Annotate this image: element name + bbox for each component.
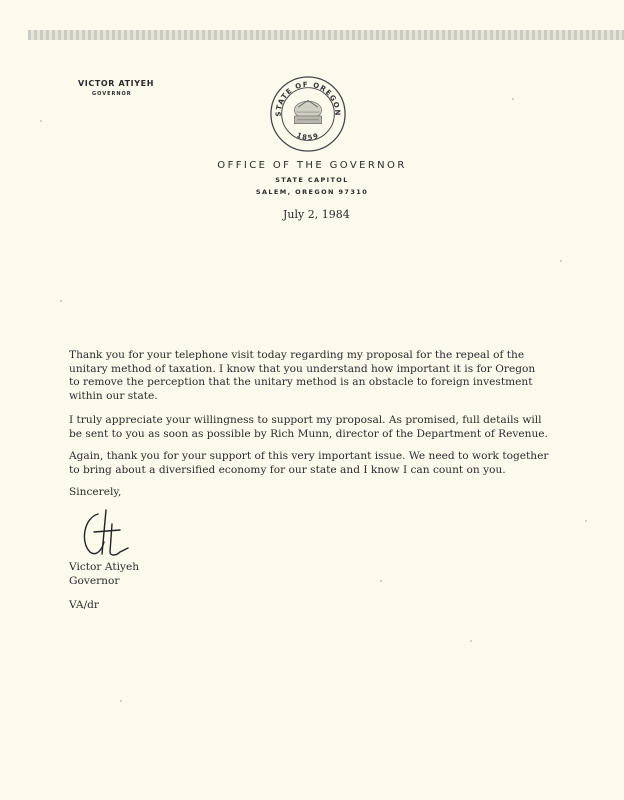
office-heading: OFFICE OF THE GOVERNOR <box>217 160 407 171</box>
oregon-state-seal-icon <box>269 75 347 153</box>
city-address-line: SALEM, OREGON 97310 <box>255 188 369 196</box>
capitol-line: STATE CAPITOL <box>275 176 349 184</box>
scan-speck <box>470 640 472 642</box>
paragraph-line: unitary method of taxation. I know that you understand how important it is for Oregon <box>69 362 536 375</box>
body-paragraph-1 <box>69 349 569 403</box>
body-paragraph-3 <box>69 450 569 477</box>
scan-speck <box>60 300 62 302</box>
scan-speck <box>512 98 514 100</box>
paragraph-line: I truly appreciate your willingness to support my proposal. As promised, full details will <box>69 414 542 426</box>
scan-speck <box>120 700 122 702</box>
paragraph-line: Again, thank you for your support of this very important issue. We need to work together <box>69 450 549 462</box>
body-paragraph-2 <box>69 414 569 441</box>
reference-initials: VA/dr <box>69 599 99 611</box>
governor-name-header: VICTOR ATIYEH <box>78 79 154 88</box>
closing-salutation: Sincerely, <box>69 486 122 498</box>
governor-title-header: GOVERNOR <box>92 91 132 97</box>
seal-ring-text: STATE OF OREGON <box>273 79 343 117</box>
signer-title: Governor <box>69 574 120 587</box>
handwritten-signature <box>76 502 136 562</box>
scan-speck <box>585 520 587 522</box>
seal-year: 1859 <box>295 131 321 142</box>
paragraph-line: to remove the perception that the unitary method is an obstacle to foreign investment <box>69 376 533 388</box>
scan-speck <box>560 260 562 262</box>
scan-speck <box>40 120 42 122</box>
paragraph-line: within our state. <box>69 389 158 402</box>
letter-date: July 2, 1984 <box>283 208 350 221</box>
signature-block <box>69 561 139 588</box>
paragraph-line: to bring about a diversified economy for our state and I know I can count on you. <box>69 463 506 476</box>
paragraph-line: Thank you for your telephone visit today regarding my proposal for the repeal of the <box>69 349 525 361</box>
paragraph-line: be sent to you as soon as possible by Rich Munn, director of the Department of Revenue. <box>69 427 548 440</box>
scan-edge-band <box>28 30 624 40</box>
scan-speck <box>380 580 382 582</box>
signer-name: Victor Atiyeh <box>69 561 140 573</box>
